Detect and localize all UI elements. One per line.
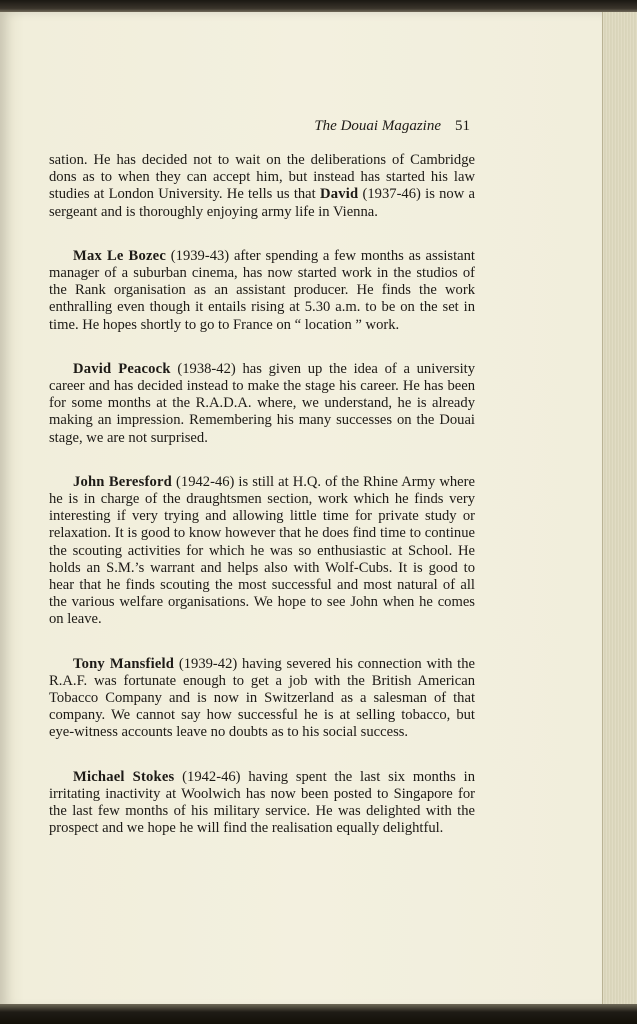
person-name: David Peacock: [73, 360, 171, 377]
paragraph-john-beresford: [49, 474, 475, 629]
person-name: Michael Stokes: [73, 768, 175, 785]
scan-border-bottom: [0, 1004, 637, 1024]
person-name: Tony Mansfield: [73, 655, 175, 672]
page-number: 51: [455, 118, 470, 134]
person-name: John Beresford: [73, 473, 172, 490]
page-edges: [602, 12, 637, 1004]
paragraph-text: sation. He has decided not to wait on the deliberations of Cambridge dons as to when they can accept him, but instead has started his law studies at London University. He tells us that: [49, 152, 475, 203]
running-header: [0, 118, 470, 135]
paragraph-continuation: [49, 152, 475, 221]
paragraph-text: (1937-46) is now a sergeant and is thoroughly enjoying army life in Vienna.: [49, 186, 475, 220]
paragraph-text: (1942-46) having spent the last six months in irritating inactivity at Woolwich has now been posted to Singapore for the last few months of his military service. He was delighted with the prospect and we hope he will find the realisation equally delightful.: [49, 768, 475, 837]
paragraph-max-le-bozec: [49, 248, 475, 334]
paragraph-text: (1939-43) after spending a few months as assistant manager of a suburban cinema, has now started work in the studios of the Rank organisation as an assistant producer. He finds the work enthralling even though it entails rising at 5.30 a.m. to be on the set in time. He hopes shortly to go to France on “ location ” work.: [49, 247, 475, 333]
paragraph-text: (1942-46) is still at H.Q. of the Rhine Army where he is in charge of the draughtsmen section, work which he finds very interesting if very trying and allowing little time for private study or relaxation. It is good to know however that he does find time to continue the scouting activities for which he was so enthusiastic at School. He holds an S.M.’s warrant and helps also with Wolf-Cubs. It is good to hear that he finds scouting the most successful and most natural of all the various welfare organisations. We hope to see John when he comes on leave.: [49, 473, 475, 628]
paragraph-michael-stokes: [49, 769, 475, 838]
article-body: [49, 152, 475, 865]
paragraph-david-peacock: [49, 361, 475, 447]
paragraph-text: (1939-42) having severed his connection with the R.A.F. was fortunate enough to get a job with the British American Tobacco Company and is now in Switzerland as a salesman of that company. We cannot say how successful he is at selling tobacco, but eye-witness accounts leave no doubts as to his social success.: [49, 655, 475, 741]
magazine-title: The Douai Magazine: [314, 118, 441, 134]
paragraph-tony-mansfield: [49, 656, 475, 742]
paragraph-text: (1938-42) has given up the idea of a university career and has decided instead to make the stage his career. He has been for some months at the R.A.D.A. where, we understand, he is already making an impression. Remembering his many successes on the Douai stage, we are not surprised.: [49, 360, 475, 446]
person-name: Max Le Bozec: [73, 247, 167, 264]
person-name: David: [319, 186, 359, 203]
